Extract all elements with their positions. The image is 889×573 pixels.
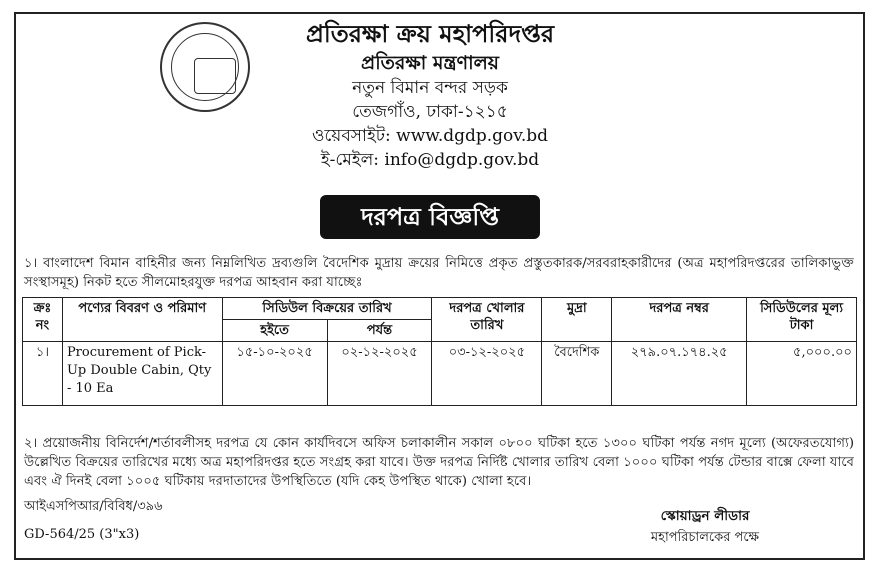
header-opening-date: দরপত্র খোলার তারিখ [432, 298, 542, 342]
header-sl: ক্রঃ নং [23, 298, 63, 342]
gd-reference: GD-564/25 (3"x3) [24, 527, 140, 542]
address-line-2: তেজগাঁও, ঢাকা-১২১৫ [352, 102, 508, 122]
ministry-name: প্রতিরক্ষা মন্ত্রণালয় [361, 52, 499, 74]
cell-from: ১৫-১০-২০২৫ [222, 342, 327, 406]
cell-item: Procurement of Pick-Up Double Cabin, Qty - 10 Ea [62, 342, 222, 406]
cell-to: ০২-১২-২০২৫ [327, 342, 432, 406]
org-title: প্রতিরক্ষা ক্রয় মহাপরিদপ্তর [305, 19, 555, 48]
ispr-reference: আইএসপিআর/বিবিধ/৩৯৬ [24, 499, 163, 514]
cell-price: ৫,০০০.০০ [747, 342, 857, 406]
tender-table [22, 297, 857, 406]
header-from: হইতে [222, 320, 327, 342]
header-tender-no: দরপত্র নম্বর [612, 298, 747, 342]
header-price: সিডিউলের মূল্য টাকা [747, 298, 857, 342]
table-row [23, 342, 857, 406]
header-item: পণ্যের বিবরণ ও পরিমাণ [62, 298, 222, 342]
address-line-1: নতুন বিমান বন্দর সড়ক [352, 78, 508, 98]
seal-inner-ring [171, 33, 239, 101]
header-currency: মুদ্রা [542, 298, 612, 342]
email: ই-মেইল: info@dgdp.gov.bd [320, 150, 540, 170]
emblem-icon [194, 58, 236, 94]
dgdp-seal-logo [160, 22, 250, 112]
signatory-rank: স্কোয়াড্রন লীডার [660, 508, 750, 524]
website: ওয়েবসাইট: www.dgdp.gov.bd [311, 126, 549, 146]
paragraph-1: ১। বাংলাদেশ বিমান বাহিনীর জন্য নিম্নলিখিত দ্রব্যগুলি বৈদেশিক মুদ্রায় ক্রয়ের নিমিত্তে প্রকৃত প্রস্তুতকারক/সরবরাহকারীদের (অত্র মহাপরিদপ্তরের তালিকাভুক্ত সংস্থাসমূহ) নিকট হতে সীলমোহরযুক্ত দরপত্র আহবান করা যাচ্ছেঃ [24, 256, 854, 290]
header [250, 18, 610, 172]
header-schedule-date: সিডিউল বিক্রয়ের তারিখ [222, 298, 432, 320]
paragraph-2: ২। প্রয়োজনীয় বিনির্দেশ/শর্তাবলীসহ দরপত্র যে কোন কার্যদিবসে অফিস চলাকালীন সকাল ০৮০০ ঘটিকা হতে ১৩০০ ঘটিকা পর্যন্ত নগদ মূল্যে (অফেরতযোগ্য) উল্লেখিত বিক্রয়ের তারিখের মধ্যে অত্র মহাপরিদপ্তর হতে সংগ্রহ করা যাবে। উক্ত দরপত্র নির্দিষ্ট খোলার তারিখ বেলা ১০০০ ঘটিকা পর্যন্ত টেন্ডার বাক্সে ফেলা যাবে এবং ঐ দিনই বেলা ১০০৫ ঘটিকায় দরদাতাদের উপস্থিতিতে (যদি কেহ উপস্থিত থাকে) খোলা হবে। [24, 436, 854, 489]
cell-opening: ০৩-১২-২০২৫ [432, 342, 542, 406]
signatory-office: মহাপরিচালকের পক্ষে [650, 530, 760, 545]
cell-sl: ১। [23, 342, 63, 406]
cell-currency: বৈদেশিক [542, 342, 612, 406]
cell-tender-no: ২৭৯.০৭.১৭৪.২৫ [612, 342, 747, 406]
notice-title-badge: দরপত্র বিজ্ঞপ্তি [320, 195, 540, 239]
header-to: পর্যন্ত [327, 320, 432, 342]
